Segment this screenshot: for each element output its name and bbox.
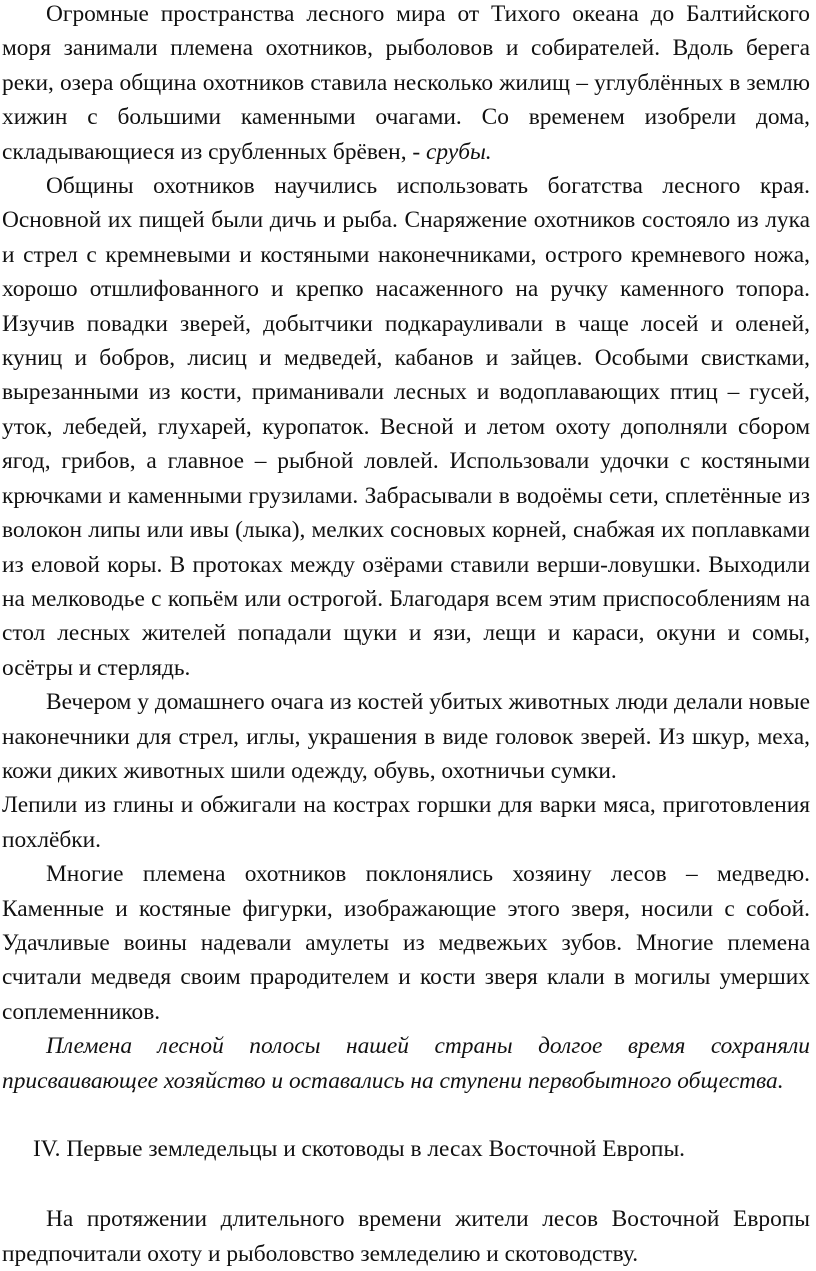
paragraph-evening-crafts: Вечером у домашнего очага из костей убитых животных люди делали новые наконечники для стрел, иглы, украшения в виде головок зверей. Из шкур, меха, кожи диких животных шили одежду, обувь, охотничьи сумки. xyxy=(2,689,810,784)
paragraph-pottery: Лепили из глины и обжигали на кострах горшки для варки мяса, приготовления похлёбки. xyxy=(2,792,810,853)
italic-term-sruby: срубы. xyxy=(426,138,492,165)
paragraph-hunters-communities: Общины охотников научились использовать богатства лесного края. Основной их пищей были дичь и рыба. Снаряжение охотников состояло из лука и стрел с кремневыми и костяными наконечниками, острого кремневого ножа, хорошо отшлифованного и крепко насаженного на ручку каменного топора. Изучив повадки зверей, добытчики подкарауливали в чаще лосей и оленей, куниц и бобров, лисиц и медведей, кабанов и зайцев. Особыми свистками, вырезанными из кости, приманивали лесных и водоплавающих птиц – гусей, уток, лебедей, глухарей, куропаток. Весной и летом охоту дополняли сбором ягод, грибов, а главное – рыбной ловлей. Использовали удочки с костяными крючками и каменными грузилами. Забрасывали в водоёмы сети, сплетённые из волокон липы или ивы (лыка), мелких сосновых корней, снабжая их поплавками из еловой коры. В протоках между озёрами ставили верши-ловушки. Выходили на мелководье с копьём или острогой. Благодаря всем этим приспособлениям на стол лесных жителей попадали щуки и язи, лещи и караси, окуни и сомы, осётры и стерлядь. xyxy=(2,173,810,681)
paragraph-text: Огромные пространства лесного мира от Тихого океана до Балтийского моря занимали племена охотников, рыболовов и собирателей. Вдоль берега реки, озера община охотников ставила несколько жилищ – углублённых в землю хижин с большими каменными очагами. Со временем изобрели дома, складывающиеся из срубленных брёвен, - xyxy=(2,1,810,165)
section-heading: IV. Первые земледельцы и скотоводы в лесах Восточной Европы. xyxy=(33,1136,686,1162)
italic-conclusion-text: Племена лесной полосы нашей страны долгое время сохраняли присваивающее хозяйство и оставались на ступени первобытного общества. xyxy=(2,1033,810,1094)
paragraph-bear-cult: Многие племена охотников поклонялись хозяину лесов – медведю. Каменные и костяные фигурки, изображающие этого зверя, носили с собой. Удачливые воины надевали амулеты из медвежьих зубов. Многие племена считали медведя своим прародителем и кости зверя клали в могилы умерших соплеменников. xyxy=(2,861,810,1025)
paragraph-forest-world xyxy=(2,0,810,169)
paragraph-italic-conclusion xyxy=(2,1029,810,1098)
paragraph-first-farmers: На протяжении длительного времени жители лесов Восточной Европы предпочитали охоту и рыболовство земледелию и скотоводству. xyxy=(2,1206,810,1267)
